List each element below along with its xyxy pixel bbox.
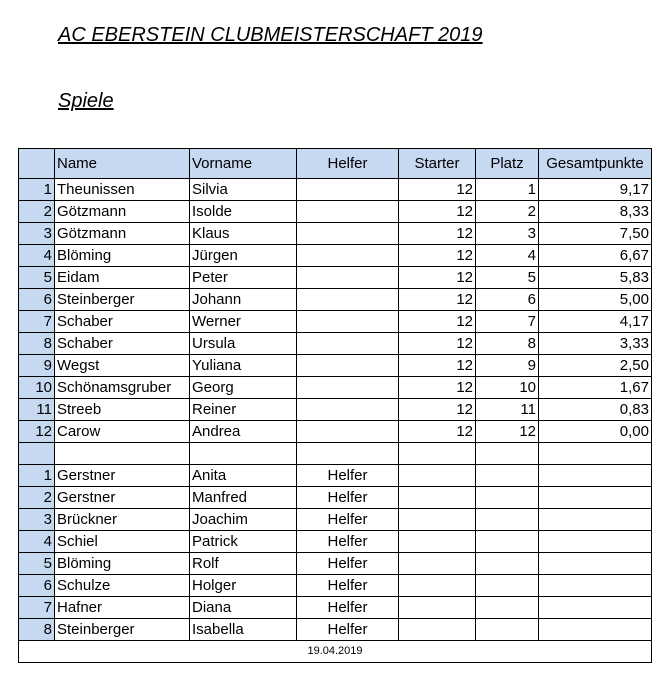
cell-name: Hafner — [55, 597, 190, 619]
cell-gesamtpunkte — [539, 487, 652, 509]
empty-cell — [539, 443, 652, 465]
table-row — [19, 399, 652, 421]
cell-starter — [399, 531, 476, 553]
row-index: 10 — [19, 377, 55, 399]
cell-name: Theunissen — [55, 179, 190, 201]
cell-platz: 6 — [476, 289, 539, 311]
cell-helfer — [297, 399, 399, 421]
cell-name: Gerstner — [55, 465, 190, 487]
table-row — [19, 333, 652, 355]
cell-gesamtpunkte: 9,17 — [539, 179, 652, 201]
cell-platz — [476, 487, 539, 509]
cell-vorname: Andrea — [190, 421, 297, 443]
cell-vorname: Rolf — [190, 553, 297, 575]
empty-cell — [190, 443, 297, 465]
cell-starter: 12 — [399, 245, 476, 267]
cell-platz — [476, 575, 539, 597]
cell-name: Schaber — [55, 311, 190, 333]
row-index: 7 — [19, 597, 55, 619]
cell-name: Schiel — [55, 531, 190, 553]
cell-platz: 8 — [476, 333, 539, 355]
cell-starter: 12 — [399, 289, 476, 311]
row-index: 5 — [19, 553, 55, 575]
cell-name: Brückner — [55, 509, 190, 531]
empty-cell — [19, 443, 55, 465]
col-header-helfer: Helfer — [297, 149, 399, 179]
table-row — [19, 245, 652, 267]
document-title: AC EBERSTEIN CLUBMEISTERSCHAFT 2019 — [58, 24, 483, 46]
cell-vorname: Diana — [190, 597, 297, 619]
table-row — [19, 201, 652, 223]
cell-gesamtpunkte — [539, 531, 652, 553]
separator-row — [19, 443, 652, 465]
cell-vorname: Silvia — [190, 179, 297, 201]
cell-starter — [399, 465, 476, 487]
cell-name: Steinberger — [55, 289, 190, 311]
cell-starter: 12 — [399, 333, 476, 355]
cell-vorname: Klaus — [190, 223, 297, 245]
table-row — [19, 531, 652, 553]
cell-name: Blöming — [55, 553, 190, 575]
table-row — [19, 619, 652, 641]
cell-platz — [476, 597, 539, 619]
cell-helfer: Helfer — [297, 597, 399, 619]
cell-platz: 12 — [476, 421, 539, 443]
cell-vorname: Isabella — [190, 619, 297, 641]
cell-helfer: Helfer — [297, 465, 399, 487]
table-row — [19, 377, 652, 399]
cell-helfer — [297, 333, 399, 355]
cell-starter: 12 — [399, 179, 476, 201]
cell-gesamtpunkte: 3,33 — [539, 333, 652, 355]
empty-cell — [399, 443, 476, 465]
row-index: 4 — [19, 245, 55, 267]
cell-vorname: Johann — [190, 289, 297, 311]
row-index: 8 — [19, 333, 55, 355]
cell-platz: 3 — [476, 223, 539, 245]
cell-starter: 12 — [399, 399, 476, 421]
cell-helfer — [297, 223, 399, 245]
cell-gesamtpunkte: 8,33 — [539, 201, 652, 223]
cell-gesamtpunkte: 5,83 — [539, 267, 652, 289]
cell-vorname: Manfred — [190, 487, 297, 509]
cell-helfer: Helfer — [297, 553, 399, 575]
cell-vorname: Patrick — [190, 531, 297, 553]
table-row — [19, 289, 652, 311]
table-row — [19, 355, 652, 377]
col-header-vorname: Vorname — [190, 149, 297, 179]
cell-platz: 5 — [476, 267, 539, 289]
cell-platz: 2 — [476, 201, 539, 223]
table-row — [19, 179, 652, 201]
cell-vorname: Yuliana — [190, 355, 297, 377]
cell-starter: 12 — [399, 267, 476, 289]
cell-vorname: Joachim — [190, 509, 297, 531]
section-subtitle: Spiele — [58, 90, 114, 112]
table-row — [19, 487, 652, 509]
cell-helfer — [297, 311, 399, 333]
cell-gesamtpunkte: 7,50 — [539, 223, 652, 245]
cell-helfer — [297, 179, 399, 201]
cell-helfer — [297, 267, 399, 289]
table-row — [19, 267, 652, 289]
cell-platz: 7 — [476, 311, 539, 333]
cell-helfer: Helfer — [297, 509, 399, 531]
row-index: 7 — [19, 311, 55, 333]
col-header-index — [19, 149, 55, 179]
cell-starter — [399, 597, 476, 619]
cell-helfer: Helfer — [297, 487, 399, 509]
cell-name: Blöming — [55, 245, 190, 267]
cell-vorname: Anita — [190, 465, 297, 487]
row-index: 5 — [19, 267, 55, 289]
cell-name: Götzmann — [55, 223, 190, 245]
cell-platz: 9 — [476, 355, 539, 377]
empty-cell — [476, 443, 539, 465]
footer-row — [19, 641, 652, 663]
row-index: 9 — [19, 355, 55, 377]
cell-starter: 12 — [399, 377, 476, 399]
cell-gesamtpunkte: 1,67 — [539, 377, 652, 399]
cell-gesamtpunkte: 6,67 — [539, 245, 652, 267]
cell-starter — [399, 575, 476, 597]
cell-helfer — [297, 421, 399, 443]
cell-gesamtpunkte: 0,83 — [539, 399, 652, 421]
cell-platz — [476, 619, 539, 641]
cell-gesamtpunkte: 2,50 — [539, 355, 652, 377]
cell-platz: 4 — [476, 245, 539, 267]
table-row — [19, 465, 652, 487]
cell-name: Carow — [55, 421, 190, 443]
row-index: 12 — [19, 421, 55, 443]
cell-name: Gerstner — [55, 487, 190, 509]
cell-starter — [399, 619, 476, 641]
cell-gesamtpunkte: 4,17 — [539, 311, 652, 333]
cell-helfer: Helfer — [297, 531, 399, 553]
cell-name: Streeb — [55, 399, 190, 421]
table-row — [19, 597, 652, 619]
table-row — [19, 421, 652, 443]
cell-starter: 12 — [399, 201, 476, 223]
cell-platz — [476, 465, 539, 487]
row-index: 4 — [19, 531, 55, 553]
cell-helfer — [297, 355, 399, 377]
row-index: 2 — [19, 201, 55, 223]
row-index: 1 — [19, 465, 55, 487]
table-row — [19, 575, 652, 597]
row-index: 11 — [19, 399, 55, 421]
table-row — [19, 223, 652, 245]
cell-name: Schönamsgruber — [55, 377, 190, 399]
cell-gesamtpunkte — [539, 575, 652, 597]
cell-starter — [399, 509, 476, 531]
cell-helfer: Helfer — [297, 575, 399, 597]
cell-name: Götzmann — [55, 201, 190, 223]
cell-starter: 12 — [399, 421, 476, 443]
header-row — [19, 149, 652, 179]
cell-platz: 1 — [476, 179, 539, 201]
cell-name: Steinberger — [55, 619, 190, 641]
row-index: 8 — [19, 619, 55, 641]
cell-gesamtpunkte: 5,00 — [539, 289, 652, 311]
table-row — [19, 311, 652, 333]
cell-gesamtpunkte — [539, 465, 652, 487]
cell-helfer — [297, 201, 399, 223]
col-header-name: Name — [55, 149, 190, 179]
cell-vorname: Werner — [190, 311, 297, 333]
cell-gesamtpunkte: 0,00 — [539, 421, 652, 443]
cell-vorname: Holger — [190, 575, 297, 597]
row-index: 6 — [19, 575, 55, 597]
cell-vorname: Ursula — [190, 333, 297, 355]
cell-name: Schaber — [55, 333, 190, 355]
cell-platz: 10 — [476, 377, 539, 399]
empty-cell — [297, 443, 399, 465]
cell-starter — [399, 487, 476, 509]
table-row — [19, 509, 652, 531]
row-index: 6 — [19, 289, 55, 311]
cell-helfer — [297, 289, 399, 311]
cell-gesamtpunkte — [539, 619, 652, 641]
cell-platz — [476, 531, 539, 553]
cell-vorname: Isolde — [190, 201, 297, 223]
cell-starter: 12 — [399, 311, 476, 333]
cell-platz — [476, 553, 539, 575]
cell-name: Schulze — [55, 575, 190, 597]
cell-starter: 12 — [399, 223, 476, 245]
row-index: 1 — [19, 179, 55, 201]
cell-helfer — [297, 377, 399, 399]
col-header-starter: Starter — [399, 149, 476, 179]
cell-helfer: Helfer — [297, 619, 399, 641]
table-row — [19, 553, 652, 575]
footer-date: 19.04.2019 — [19, 641, 652, 663]
cell-name: Wegst — [55, 355, 190, 377]
cell-gesamtpunkte — [539, 553, 652, 575]
cell-platz: 11 — [476, 399, 539, 421]
cell-starter — [399, 553, 476, 575]
cell-gesamtpunkte — [539, 509, 652, 531]
row-index: 3 — [19, 223, 55, 245]
cell-starter: 12 — [399, 355, 476, 377]
cell-vorname: Reiner — [190, 399, 297, 421]
cell-vorname: Georg — [190, 377, 297, 399]
empty-cell — [55, 443, 190, 465]
cell-vorname: Peter — [190, 267, 297, 289]
col-header-gesamtpunkte: Gesamtpunkte — [539, 149, 652, 179]
cell-gesamtpunkte — [539, 597, 652, 619]
row-index: 2 — [19, 487, 55, 509]
cell-platz — [476, 509, 539, 531]
row-index: 3 — [19, 509, 55, 531]
cell-vorname: Jürgen — [190, 245, 297, 267]
results-table — [18, 148, 652, 663]
col-header-platz: Platz — [476, 149, 539, 179]
cell-helfer — [297, 245, 399, 267]
cell-name: Eidam — [55, 267, 190, 289]
